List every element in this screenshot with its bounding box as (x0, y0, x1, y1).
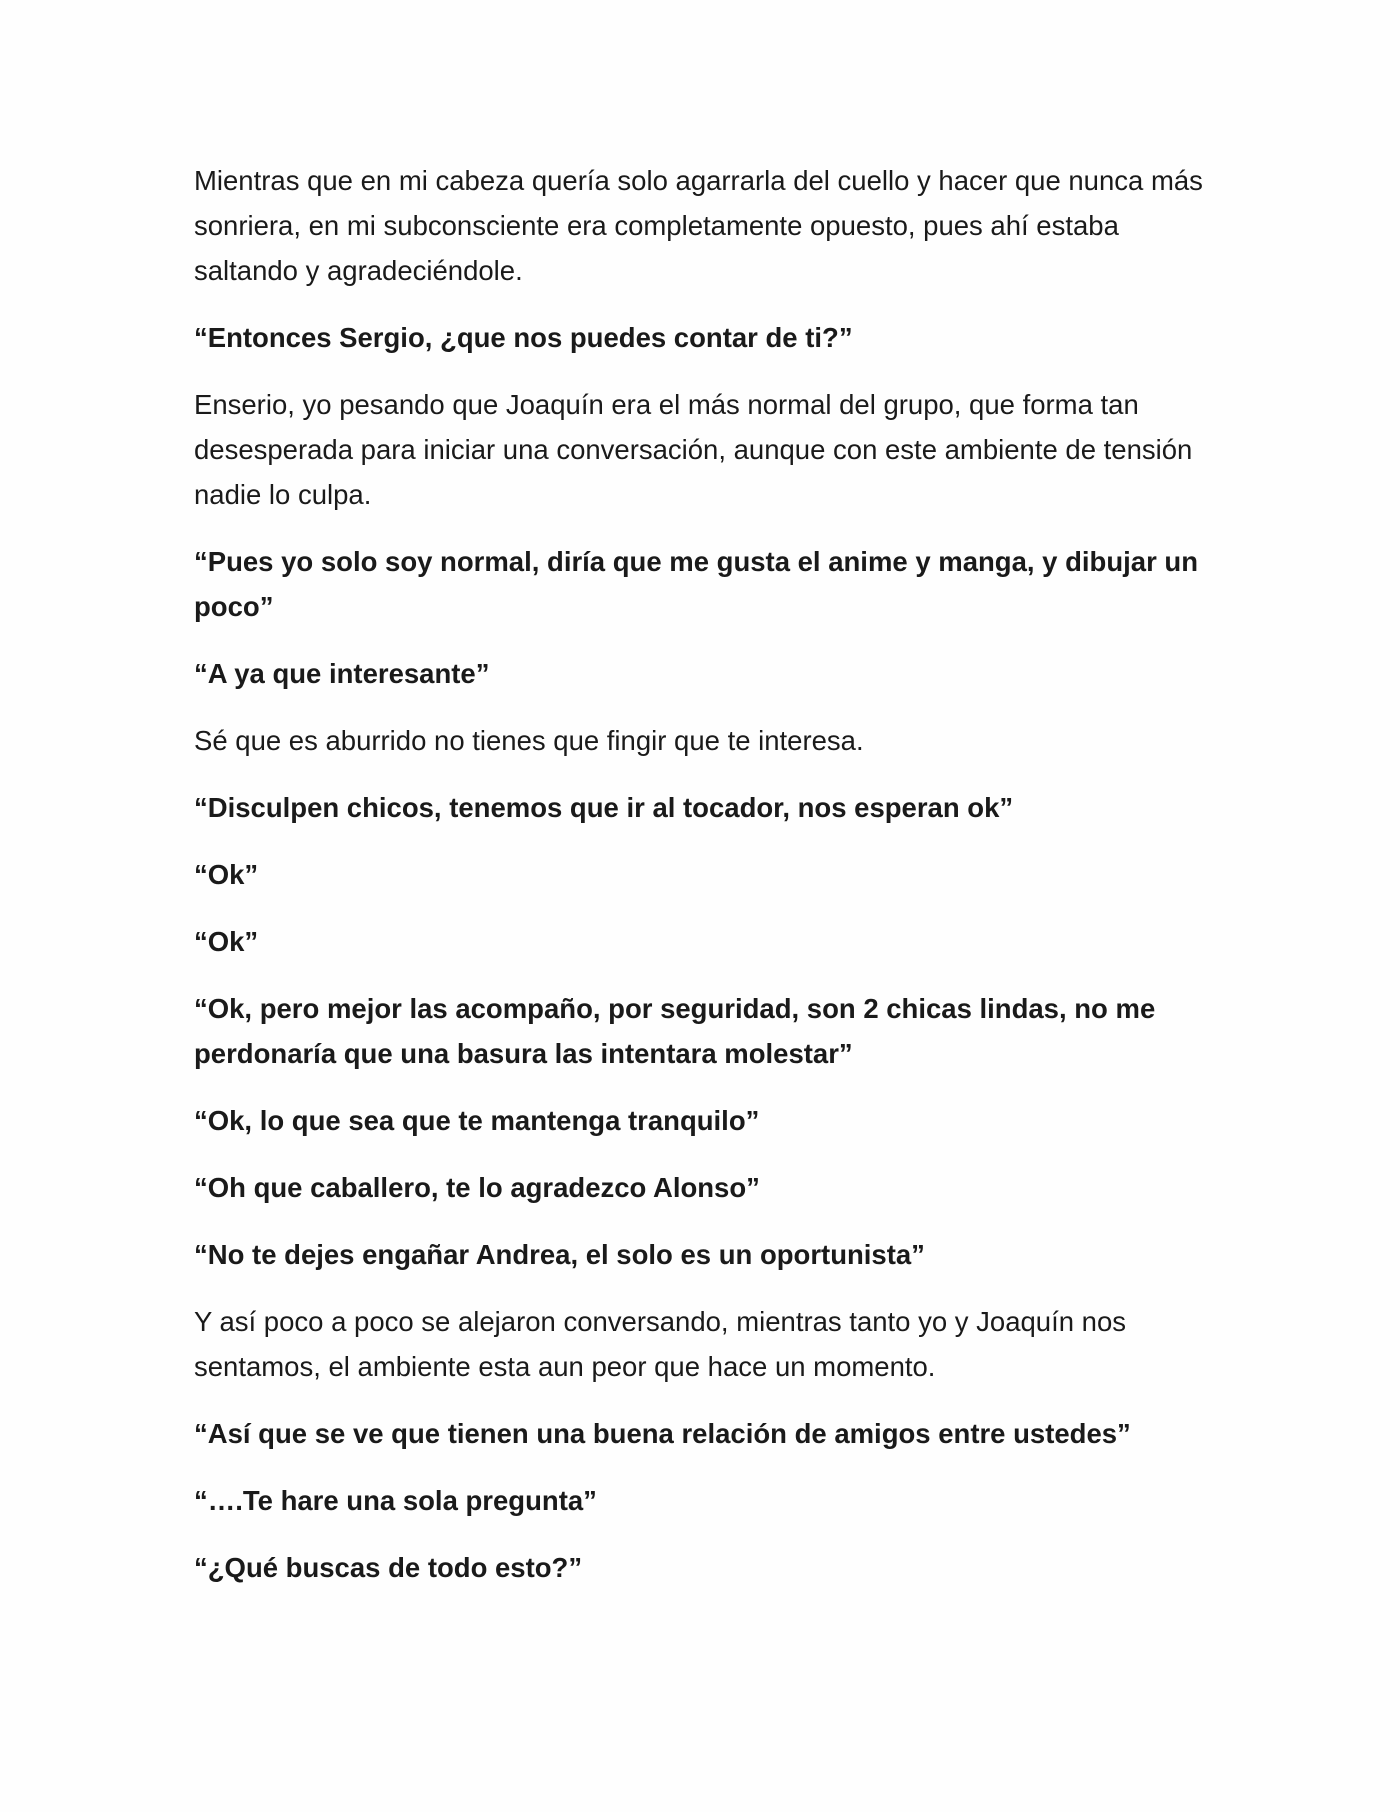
dialogue-line: “¿Qué buscas de todo esto?” (194, 1552, 583, 1583)
narration-paragraph: Sé que es aburrido no tienes que fingir que te interesa. (194, 725, 864, 756)
dialogue-line: “Así que se ve que tienen una buena relación de amigos entre ustedes” (194, 1418, 1131, 1449)
document-body (194, 158, 1224, 1612)
dialogue-line: “Oh que caballero, te lo agradezco Alonso” (194, 1172, 760, 1203)
narration-paragraph: Mientras que en mi cabeza quería solo agarrarla del cuello y hacer que nunca más sonriera, en mi subconsciente era completamente opuesto, pues ahí estaba saltando y agradeciéndole. (194, 165, 1211, 286)
narration-paragraph: Enserio, yo pesando que Joaquín era el más normal del grupo, que forma tan desesperada para iniciar una conversación, aunque con este ambiente de tensión nadie lo culpa. (194, 389, 1200, 510)
dialogue-line: “Disculpen chicos, tenemos que ir al tocador, nos esperan ok” (194, 792, 1014, 823)
narration-paragraph: Y así poco a poco se alejaron conversando, mientras tanto yo y Joaquín nos sentamos, el ambiente esta aun peor que hace un momento. (194, 1306, 1134, 1382)
dialogue-line: “….Te hare una sola pregunta” (194, 1485, 597, 1516)
dialogue-line: “No te dejes engañar Andrea, el solo es un oportunista” (194, 1239, 925, 1270)
dialogue-line: “Ok, lo que sea que te mantenga tranquilo” (194, 1105, 760, 1136)
dialogue-line: “Ok” (194, 926, 259, 957)
dialogue-line: “A ya que interesante” (194, 658, 490, 689)
dialogue-line: “Pues yo solo soy normal, diría que me gusta el anime y manga, y dibujar un poco” (194, 546, 1206, 622)
dialogue-line: “Ok, pero mejor las acompaño, por seguridad, son 2 chicas lindas, no me perdonaría que una basura las intentara molestar” (194, 993, 1163, 1069)
dialogue-line: “Ok” (194, 859, 259, 890)
dialogue-line: “Entonces Sergio, ¿que nos puedes contar de ti?” (194, 322, 853, 353)
